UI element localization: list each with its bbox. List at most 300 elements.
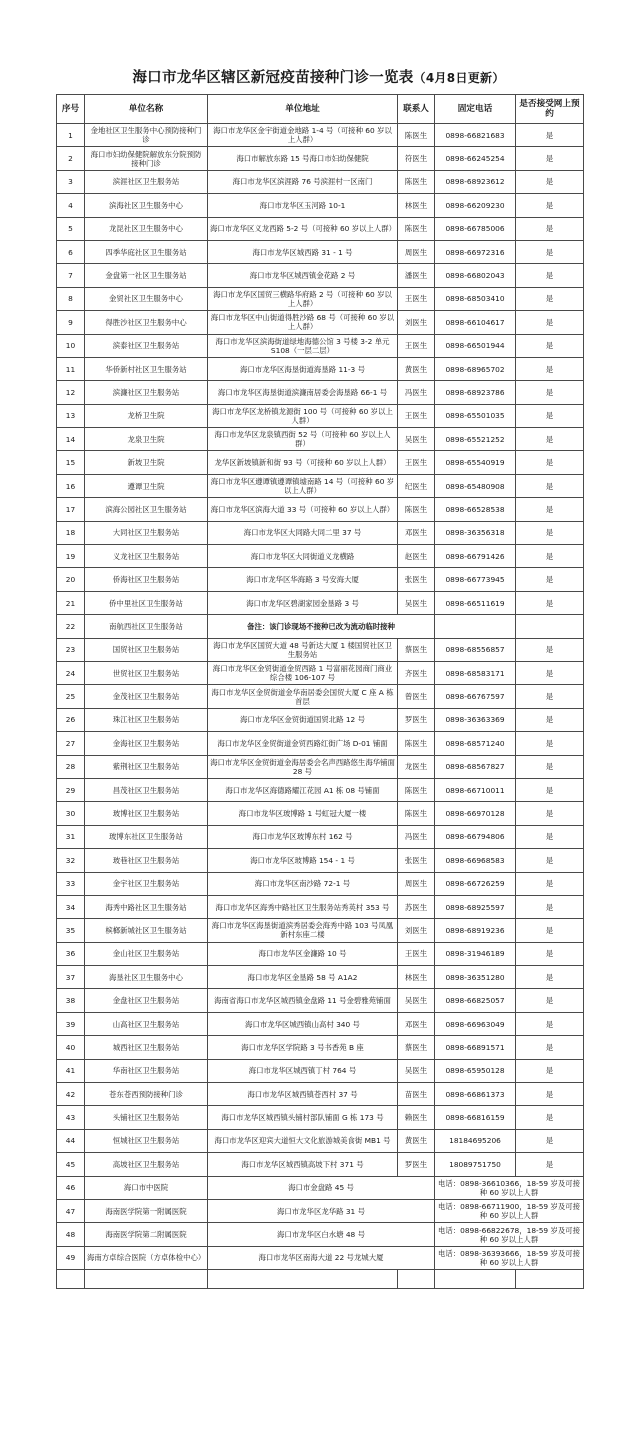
contact-person: 林医生 (398, 966, 435, 989)
unit-address: 海口市龙华区城西路 31 - 1 号 (208, 240, 398, 263)
unit-name: 紫荆社区卫生服务站 (85, 755, 208, 778)
row-number: 9 (57, 311, 85, 334)
row-number: 32 (57, 849, 85, 872)
phone-number: 0898-66794806 (435, 825, 516, 848)
unit-address: 海口市龙华区白水塘 48 号 (208, 1223, 435, 1246)
table-row (57, 1059, 584, 1082)
unit-address: 海口市龙华区龙华路 31 号 (208, 1199, 435, 1222)
phone-number: 0898-65950128 (435, 1059, 516, 1082)
table-row-empty (57, 1270, 584, 1289)
phone-number: 0898-66767597 (435, 685, 516, 708)
row-number: 7 (57, 264, 85, 287)
online-booking: 是 (516, 311, 584, 334)
contact-person: 刘医生 (398, 919, 435, 942)
row-number: 18 (57, 521, 85, 544)
empty-cell (516, 1270, 584, 1289)
page-title (0, 66, 637, 87)
unit-address: 海口市龙华区国贸三横路华府路 2 号（可接种 60 岁以上人群） (208, 287, 398, 310)
contact-person: 陈医生 (398, 217, 435, 240)
table-row (57, 872, 584, 895)
table-row (57, 147, 584, 170)
remark-text: 备注：该门诊现场不接种已改为流动临时接种 (208, 615, 435, 638)
unit-address: 海口市龙华区城西镇苍西村 37 号 (208, 1083, 398, 1106)
row-number: 6 (57, 240, 85, 263)
online-booking: 是 (516, 474, 584, 497)
table-row (57, 381, 584, 404)
row-number: 36 (57, 942, 85, 965)
phone-number: 18184695206 (435, 1129, 516, 1152)
online-booking: 是 (516, 194, 584, 217)
unit-address: 海口市龙华区玻博路 1 号虹冠大厦一楼 (208, 802, 398, 825)
unit-name: 龙泉卫生院 (85, 428, 208, 451)
unit-name: 滨泰社区卫生服务站 (85, 334, 208, 357)
unit-name: 大同社区卫生服务站 (85, 521, 208, 544)
table-row (57, 545, 584, 568)
header-contact: 联系人 (398, 95, 435, 124)
online-booking: 是 (516, 942, 584, 965)
contact-person: 蔡医生 (398, 638, 435, 661)
unit-name: 海口市妇幼保健院解放东分院预防接种门诊 (85, 147, 208, 170)
phone-and-eligibility: 电话：0898-66822678，18-59 岁及可接种 60 岁以上人群 (435, 1223, 584, 1246)
unit-name: 玻博社区卫生服务站 (85, 802, 208, 825)
unit-name: 海垦社区卫生服务中心 (85, 966, 208, 989)
online-booking: 是 (516, 451, 584, 474)
table-row (57, 755, 584, 778)
contact-person: 张医生 (398, 849, 435, 872)
online-booking: 是 (516, 1106, 584, 1129)
unit-address: 海口市龙华区滨海大道 33 号（可接种 60 岁以上人群） (208, 498, 398, 521)
row-number: 44 (57, 1129, 85, 1152)
unit-name: 龙昆社区卫生服务中心 (85, 217, 208, 240)
contact-person: 冯医生 (398, 825, 435, 848)
contact-person: 黄医生 (398, 1129, 435, 1152)
unit-address: 海口市龙华区海垦街道海垦路 11-3 号 (208, 357, 398, 380)
header-phone: 固定电话 (435, 95, 516, 124)
row-number: 19 (57, 545, 85, 568)
table-row (57, 1129, 584, 1152)
phone-number: 0898-66710011 (435, 778, 516, 801)
unit-address: 海口市龙华区学院路 3 号书香苑 B 座 (208, 1036, 398, 1059)
table-header-row (57, 95, 584, 124)
table-row (57, 498, 584, 521)
row-number: 24 (57, 661, 85, 684)
unit-address: 海口市龙华区金贸街道国贸北路 12 号 (208, 708, 398, 731)
phone-number: 0898-68925597 (435, 895, 516, 918)
unit-name: 槟榔新城社区卫生服务站 (85, 919, 208, 942)
contact-person: 纪医生 (398, 474, 435, 497)
unit-name: 高坡社区卫生服务站 (85, 1153, 208, 1176)
phone-number: 0898-66821683 (435, 124, 516, 147)
empty-cell (435, 1270, 516, 1289)
header-no: 序号 (57, 95, 85, 124)
online-booking: 是 (516, 638, 584, 661)
row-number: 28 (57, 755, 85, 778)
unit-name: 金贸社区卫生服务中心 (85, 287, 208, 310)
table-row (57, 732, 584, 755)
unit-address: 海口市龙华区城西镇山高村 340 号 (208, 1012, 398, 1035)
table-row (57, 591, 584, 614)
row-number: 8 (57, 287, 85, 310)
unit-address: 海口市龙华区碧湖家园金垦路 3 号 (208, 591, 398, 614)
phone-number: 0898-65480908 (435, 474, 516, 497)
empty-cell (398, 1270, 435, 1289)
phone-number: 0898-66209230 (435, 194, 516, 217)
table-row (57, 170, 584, 193)
unit-address: 海口市龙华区大同路大同二里 37 号 (208, 521, 398, 544)
contact-person: 赖医生 (398, 1106, 435, 1129)
unit-name: 华南社区卫生服务站 (85, 1059, 208, 1082)
table-row (57, 311, 584, 334)
unit-address: 龙华区新坡镇新和街 93 号（可接种 60 岁以上人群） (208, 451, 398, 474)
online-booking: 是 (516, 1059, 584, 1082)
unit-address: 海口市龙华区遵谭镇遵谭镇墟南路 14 号（可接种 60 岁以上人群） (208, 474, 398, 497)
row-number: 46 (57, 1176, 85, 1199)
row-number: 5 (57, 217, 85, 240)
contact-person: 蔡医生 (398, 1036, 435, 1059)
unit-name: 遵谭卫生院 (85, 474, 208, 497)
table-row (57, 264, 584, 287)
table-row (57, 1036, 584, 1059)
row-number: 25 (57, 685, 85, 708)
table-row (57, 194, 584, 217)
phone-number: 0898-68556857 (435, 638, 516, 661)
contact-person: 周医生 (398, 240, 435, 263)
online-booking: 是 (516, 1012, 584, 1035)
online-booking: 是 (516, 498, 584, 521)
contact-person: 吴医生 (398, 591, 435, 614)
contact-person: 吴医生 (398, 428, 435, 451)
row-number: 2 (57, 147, 85, 170)
table-row (57, 895, 584, 918)
row-number: 11 (57, 357, 85, 380)
phone-number: 0898-66963049 (435, 1012, 516, 1035)
unit-name: 城西社区卫生服务站 (85, 1036, 208, 1059)
table-row-remark (57, 615, 584, 638)
contact-person: 王医生 (398, 404, 435, 427)
row-number: 30 (57, 802, 85, 825)
unit-name: 金盘社区卫生服务站 (85, 989, 208, 1012)
clinic-table (56, 94, 584, 1289)
row-number: 33 (57, 872, 85, 895)
unit-name: 珠江社区卫生服务站 (85, 708, 208, 731)
phone-number: 0898-36356318 (435, 521, 516, 544)
online-booking: 是 (516, 124, 584, 147)
online-booking: 是 (516, 685, 584, 708)
phone-and-eligibility: 电话：0898-36393666，18-59 岁及可接种 60 岁以上人群 (435, 1246, 584, 1269)
online-booking: 是 (516, 428, 584, 451)
contact-person: 曾医生 (398, 685, 435, 708)
title-text: 海口市龙华区辖区新冠疫苗接种门诊一览表 (132, 70, 414, 86)
phone-number: 0898-66968583 (435, 849, 516, 872)
unit-name: 新坡卫生院 (85, 451, 208, 474)
unit-name: 山高社区卫生服务站 (85, 1012, 208, 1035)
online-booking: 是 (516, 919, 584, 942)
online-booking: 是 (516, 381, 584, 404)
table-row (57, 428, 584, 451)
unit-address: 海口市龙华区金贸街道金贸西路 1 号富丽花园商门商业综合楼 106-107 号 (208, 661, 398, 684)
contact-person: 符医生 (398, 147, 435, 170)
contact-person: 陈医生 (398, 498, 435, 521)
row-number: 17 (57, 498, 85, 521)
contact-person: 王医生 (398, 942, 435, 965)
unit-address: 海口市龙华区金贸街道金华南居委会国贸大厦 C 座 A 栋首层 (208, 685, 398, 708)
online-booking: 是 (516, 217, 584, 240)
contact-person: 陈医生 (398, 778, 435, 801)
online-booking: 是 (516, 895, 584, 918)
phone-number: 0898-68583171 (435, 661, 516, 684)
unit-address: 海口市龙华区中山街道得胜沙路 68 号（可接种 60 岁以上人群） (208, 311, 398, 334)
update-note: （4月8日更新） (413, 71, 505, 85)
row-number: 29 (57, 778, 85, 801)
row-number: 43 (57, 1106, 85, 1129)
unit-name: 滨海社区卫生服务中心 (85, 194, 208, 217)
unit-name: 玻博东社区卫生服务站 (85, 825, 208, 848)
unit-address: 海口市龙华区迎宾大道恒大文化旅游城美食街 MB1 号 (208, 1129, 398, 1152)
unit-address: 海口市龙华区金贸街道金海居委会名声西路悠生海华铺面 28 号 (208, 755, 398, 778)
row-number: 48 (57, 1223, 85, 1246)
unit-address: 海口市龙华区金宇街道金地路 1-4 号（可接种 60 岁以上人群） (208, 124, 398, 147)
table-row (57, 708, 584, 731)
unit-name: 金宇社区卫生服务站 (85, 872, 208, 895)
table-row (57, 1106, 584, 1129)
table-row (57, 124, 584, 147)
table-row-hospital (57, 1246, 584, 1269)
contact-person: 赵医生 (398, 545, 435, 568)
unit-address: 海口市解放东路 15 号海口市妇幼保健院 (208, 147, 398, 170)
unit-address: 海口市金盘路 45 号 (208, 1176, 435, 1199)
unit-name: 海南方卓综合医院（方卓体检中心） (85, 1246, 208, 1269)
unit-address: 海口市龙华区滨涯路 76 号滨涯村一区南门 (208, 170, 398, 193)
online-booking: 是 (516, 287, 584, 310)
row-number: 15 (57, 451, 85, 474)
table-row (57, 802, 584, 825)
online-booking: 是 (516, 872, 584, 895)
contact-person: 龙医生 (398, 755, 435, 778)
row-number: 14 (57, 428, 85, 451)
row-number: 39 (57, 1012, 85, 1035)
phone-number: 0898-66104617 (435, 311, 516, 334)
phone-number: 0898-68567827 (435, 755, 516, 778)
empty-cell (57, 1270, 85, 1289)
online-booking: 是 (516, 661, 584, 684)
phone-number: 0898-36363369 (435, 708, 516, 731)
online-booking: 是 (516, 568, 584, 591)
row-number: 41 (57, 1059, 85, 1082)
phone-number: 0898-66528538 (435, 498, 516, 521)
unit-name: 滨涯社区卫生服务站 (85, 170, 208, 193)
table-row (57, 942, 584, 965)
row-number: 13 (57, 404, 85, 427)
contact-person: 罗医生 (398, 1153, 435, 1176)
row-number: 26 (57, 708, 85, 731)
online-booking: 是 (516, 755, 584, 778)
phone-number: 0898-68919236 (435, 919, 516, 942)
unit-address: 海口市龙华区南沙路 72-1 号 (208, 872, 398, 895)
phone-number-empty (435, 615, 516, 638)
unit-name: 金盘第一社区卫生服务站 (85, 264, 208, 287)
table-row (57, 661, 584, 684)
online-booking: 是 (516, 404, 584, 427)
contact-person: 陈医生 (398, 802, 435, 825)
table-row (57, 778, 584, 801)
unit-address: 海口市龙华区城西镇丁村 764 号 (208, 1059, 398, 1082)
empty-cell (208, 1270, 398, 1289)
phone-number: 0898-66773945 (435, 568, 516, 591)
unit-name: 义龙社区卫生服务站 (85, 545, 208, 568)
online-booking: 是 (516, 334, 584, 357)
online-booking: 是 (516, 521, 584, 544)
contact-person: 周医生 (398, 872, 435, 895)
row-number: 27 (57, 732, 85, 755)
row-number: 35 (57, 919, 85, 942)
unit-name: 滨濂社区卫生服务站 (85, 381, 208, 404)
unit-name: 世贸社区卫生服务站 (85, 661, 208, 684)
unit-address: 海口市龙华区海德路耀江花园 A1 栋 08 号铺面 (208, 778, 398, 801)
online-booking: 是 (516, 708, 584, 731)
contact-person: 潘医生 (398, 264, 435, 287)
online-booking: 是 (516, 1036, 584, 1059)
online-booking: 是 (516, 849, 584, 872)
unit-name: 海口市中医院 (85, 1176, 208, 1199)
contact-person: 王医生 (398, 287, 435, 310)
unit-address: 海口市龙华区城西镇高坡下村 371 号 (208, 1153, 398, 1176)
table-row (57, 521, 584, 544)
phone-number: 18089751750 (435, 1153, 516, 1176)
unit-name: 海南医学院第二附属医院 (85, 1223, 208, 1246)
online-booking: 是 (516, 778, 584, 801)
phone-number: 0898-66861373 (435, 1083, 516, 1106)
contact-person: 冯医生 (398, 381, 435, 404)
phone-number: 0898-66791426 (435, 545, 516, 568)
unit-address: 海口市龙华区金垦路 58 号 A1A2 (208, 966, 398, 989)
table-row (57, 849, 584, 872)
phone-number: 0898-66970128 (435, 802, 516, 825)
phone-number: 0898-65501035 (435, 404, 516, 427)
unit-address: 海口市龙华区南海大道 22 号龙城大厦 (208, 1246, 435, 1269)
phone-and-eligibility: 电话：0898-36610366，18-59 岁及可接种 60 岁以上人群 (435, 1176, 584, 1199)
contact-person: 刘医生 (398, 311, 435, 334)
row-number: 22 (57, 615, 85, 638)
phone-number: 0898-31946189 (435, 942, 516, 965)
online-booking-empty (516, 615, 584, 638)
phone-number: 0898-66972316 (435, 240, 516, 263)
online-booking: 是 (516, 732, 584, 755)
contact-person: 陈医生 (398, 732, 435, 755)
row-number: 20 (57, 568, 85, 591)
unit-address: 海口市龙华区玻博路 154 - 1 号 (208, 849, 398, 872)
row-number: 49 (57, 1246, 85, 1269)
unit-address: 海口市龙华区滨海街道绿地海德公馆 3 号楼 3-2 单元 S108（一层二层） (208, 334, 398, 357)
unit-name: 滨海公园社区卫生服务站 (85, 498, 208, 521)
contact-person: 罗医生 (398, 708, 435, 731)
contact-person: 苗医生 (398, 1083, 435, 1106)
contact-person: 吴医生 (398, 1059, 435, 1082)
unit-address: 海口市龙华区海秀中路社区卫生服务站秀英村 353 号 (208, 895, 398, 918)
row-number: 23 (57, 638, 85, 661)
unit-name: 国贸社区卫生服务站 (85, 638, 208, 661)
contact-person: 王医生 (398, 334, 435, 357)
phone-number: 0898-66825057 (435, 989, 516, 1012)
unit-address: 海口市龙华区玻博东村 162 号 (208, 825, 398, 848)
unit-name: 南航西社区卫生服务站 (85, 615, 208, 638)
row-number: 47 (57, 1199, 85, 1222)
phone-number: 0898-66501944 (435, 334, 516, 357)
unit-address: 海口市龙华区金濂路 10 号 (208, 942, 398, 965)
unit-address: 海口市龙华区海垦街道滨濂南居委会海垦路 66-1 号 (208, 381, 398, 404)
table-row (57, 1012, 584, 1035)
online-booking: 是 (516, 591, 584, 614)
online-booking: 是 (516, 147, 584, 170)
unit-address: 海南省海口市龙华区城西镇金盘路 11 号金碧雅苑铺面 (208, 989, 398, 1012)
contact-person: 林医生 (398, 194, 435, 217)
contact-person: 黄医生 (398, 357, 435, 380)
table-row (57, 966, 584, 989)
phone-number: 0898-68923786 (435, 381, 516, 404)
empty-cell (85, 1270, 208, 1289)
contact-person: 吴医生 (398, 989, 435, 1012)
unit-name: 得胜沙社区卫生服务中心 (85, 311, 208, 334)
phone-number: 0898-68923612 (435, 170, 516, 193)
phone-number: 0898-68571240 (435, 732, 516, 755)
row-number: 37 (57, 966, 85, 989)
row-number: 10 (57, 334, 85, 357)
phone-and-eligibility: 电话：0898-66711900，18-59 岁及可接种 60 岁以上人群 (435, 1199, 584, 1222)
online-booking: 是 (516, 170, 584, 193)
unit-name: 金海社区卫生服务站 (85, 732, 208, 755)
table-row (57, 568, 584, 591)
table-row (57, 404, 584, 427)
table-body (57, 124, 584, 1289)
phone-number: 0898-65521252 (435, 428, 516, 451)
contact-person: 邓医生 (398, 1012, 435, 1035)
phone-number: 0898-66802043 (435, 264, 516, 287)
table-row-hospital (57, 1176, 584, 1199)
table-row (57, 1153, 584, 1176)
table-row-hospital (57, 1199, 584, 1222)
unit-name: 昌茂社区卫生服务站 (85, 778, 208, 801)
phone-number: 0898-36351280 (435, 966, 516, 989)
unit-name: 四季华庭社区卫生服务站 (85, 240, 208, 263)
unit-name: 侨中里社区卫生服务站 (85, 591, 208, 614)
unit-name: 金地社区卫生服务中心预防接种门诊 (85, 124, 208, 147)
unit-address: 海口市龙华区大同街道义龙横路 (208, 545, 398, 568)
phone-number: 0898-65540919 (435, 451, 516, 474)
row-number: 31 (57, 825, 85, 848)
contact-person: 王医生 (398, 451, 435, 474)
header-name: 单位名称 (85, 95, 208, 124)
unit-address: 海口市龙华区海垦街道滨秀居委会海秀中路 103 号凤凰新村东座二楼 (208, 919, 398, 942)
unit-name: 侨海社区卫生服务站 (85, 568, 208, 591)
row-number: 21 (57, 591, 85, 614)
table-row (57, 240, 584, 263)
contact-person: 苏医生 (398, 895, 435, 918)
table-row (57, 451, 584, 474)
online-booking: 是 (516, 357, 584, 380)
contact-person: 邓医生 (398, 521, 435, 544)
row-number: 16 (57, 474, 85, 497)
table-row (57, 287, 584, 310)
online-booking: 是 (516, 966, 584, 989)
unit-name: 海秀中路社区卫生服务站 (85, 895, 208, 918)
header-address: 单位地址 (208, 95, 398, 124)
contact-person: 陈医生 (398, 170, 435, 193)
unit-name: 恒城社区卫生服务站 (85, 1129, 208, 1152)
unit-name: 头铺社区卫生服务站 (85, 1106, 208, 1129)
online-booking: 是 (516, 825, 584, 848)
online-booking: 是 (516, 1129, 584, 1152)
unit-name: 玻巷社区卫生服务站 (85, 849, 208, 872)
unit-name: 海南医学院第一附属医院 (85, 1199, 208, 1222)
